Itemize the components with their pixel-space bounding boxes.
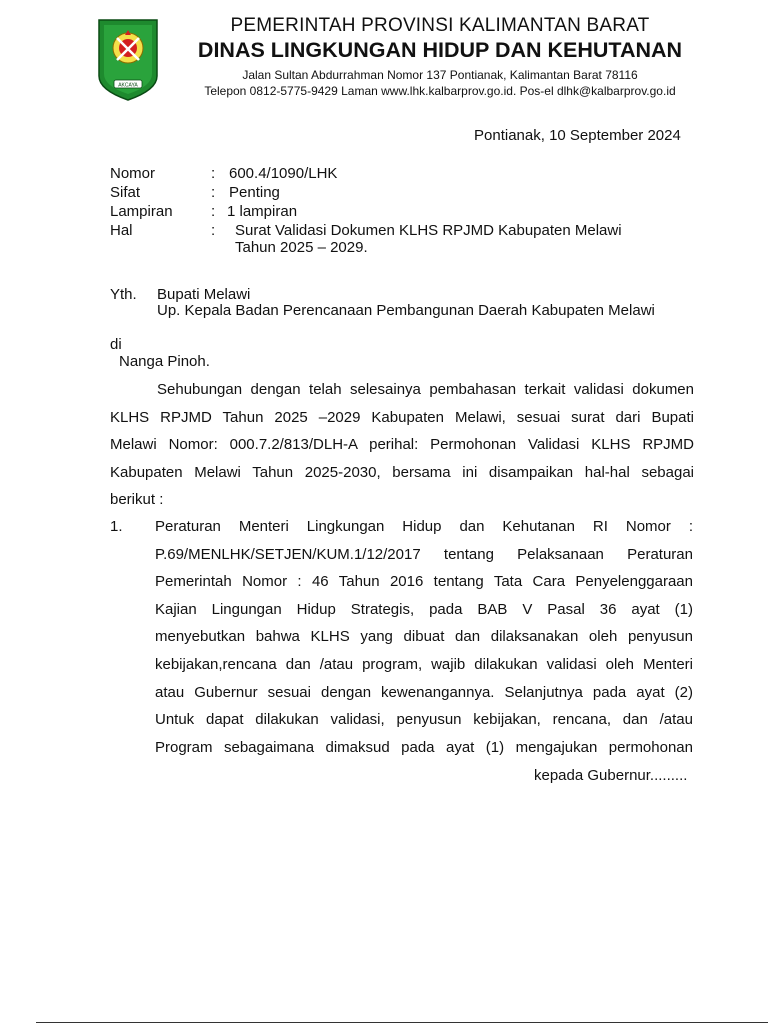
point-1-text [155, 513, 693, 761]
recipient-place: Nanga Pinoh. [119, 353, 210, 370]
intro-line: berikut : [110, 491, 164, 509]
date-city: Pontianak, [474, 127, 545, 144]
agency-address: Jalan Sultan Abdurrahman Nomor 137 Pontianak, Kalimantan Barat 78116 [242, 68, 638, 82]
recipient-name: Bupati Melawi [157, 286, 251, 303]
emblem-ribbon-text: AKCAYA [118, 82, 138, 89]
point-line: Kajian Lingungan Hidup Strategis, pada BAB V Pasal 36 ayat (1) [155, 600, 693, 618]
recipient-up: Up. Kepala Badan Perencanaan Pembangunan Daerah Kabupaten Melawi [157, 302, 655, 319]
point-line: Untuk dapat dilakukan validasi, penyusun kebijakan, rencana, dan /atau [155, 711, 693, 729]
point-line: Program sebagaimana dimaksud pada ayat (1) mengajukan permohonan [155, 738, 693, 756]
meta-value-hal-line2: Tahun 2025 – 2029. [235, 239, 368, 256]
point-line: P.69/MENLHK/SETJEN/KUM.1/12/2017 tentang Pelaksanaan Peraturan [155, 545, 693, 563]
meta-value-lampiran: 1 lampiran [227, 203, 298, 220]
letterhead [170, 14, 710, 99]
meta-sep: : [211, 222, 216, 239]
date-value: 10 September 2024 [549, 127, 681, 144]
intro-line: Kabupaten Melawi Tahun 2025-2030, bersama ini disampaikan hal-hal sebagai [110, 463, 694, 481]
point-line: kebijakan,rencana dan /atau program, wajib dilakukan validasi oleh Menteri [155, 655, 693, 673]
page-bottom-rule [36, 1022, 768, 1023]
agency-contact: Telepon 0812-5775-9429 Laman www.lhk.kalbarprov.go.id. Pos-el dlhk@kalbarprov.go.id [204, 84, 676, 98]
meta-value-sifat: Penting [229, 184, 280, 201]
meta-value-hal: Surat Validasi Dokumen KLHS RPJMD Kabupaten Melawi [235, 222, 622, 239]
meta-sep: : [211, 184, 216, 201]
recipient-di: di [110, 336, 122, 353]
point-line: Peraturan Menteri Lingkungan Hidup dan Kehutanan RI Nomor : [155, 518, 693, 535]
meta-value-nomor: 600.4/1090/LHK [229, 165, 338, 182]
point-line: atau Gubernur sesuai dengan kewenangannya. Selanjutnya pada ayat (2) [155, 683, 693, 701]
intro-line: Sehubungan dengan telah selesainya pembahasan terkait validasi dokumen [157, 381, 694, 398]
meta-label-hal: Hal [110, 222, 133, 239]
meta-sep: : [211, 203, 216, 220]
point-line: menyebutkan bahwa KLHS yang dibuat dan dilaksanakan oleh penyusun [155, 628, 693, 646]
point-number: 1. [110, 518, 123, 535]
intro-paragraph [110, 376, 694, 514]
intro-line: Melawi Nomor: 000.7.2/813/DLH-A perihal: Permohonan Validasi KLHS RPJMD [110, 436, 694, 454]
government-name: PEMERINTAH PROVINSI KALIMANTAN BARAT [230, 15, 650, 36]
meta-label-nomor: Nomor [110, 165, 156, 182]
meta-sep: : [211, 165, 216, 182]
intro-line: KLHS RPJMD Tahun 2025 –2029 Kabupaten Melawi, sesuai surat dari Bupati [110, 408, 694, 426]
page-continuation: kepada Gubernur......... [534, 767, 688, 784]
recipient-yth: Yth. [110, 286, 137, 303]
point-line: Pemerintah Nomor : 46 Tahun 2016 tentang Tata Cara Penyelenggaraan [155, 573, 693, 591]
agency-name: DINAS LINGKUNGAN HIDUP DAN KEHUTANAN [197, 38, 683, 62]
meta-label-sifat: Sifat [110, 184, 141, 201]
letter-date [474, 126, 681, 146]
provincial-emblem-logo [97, 18, 159, 102]
meta-label-lampiran: Lampiran [110, 203, 173, 220]
